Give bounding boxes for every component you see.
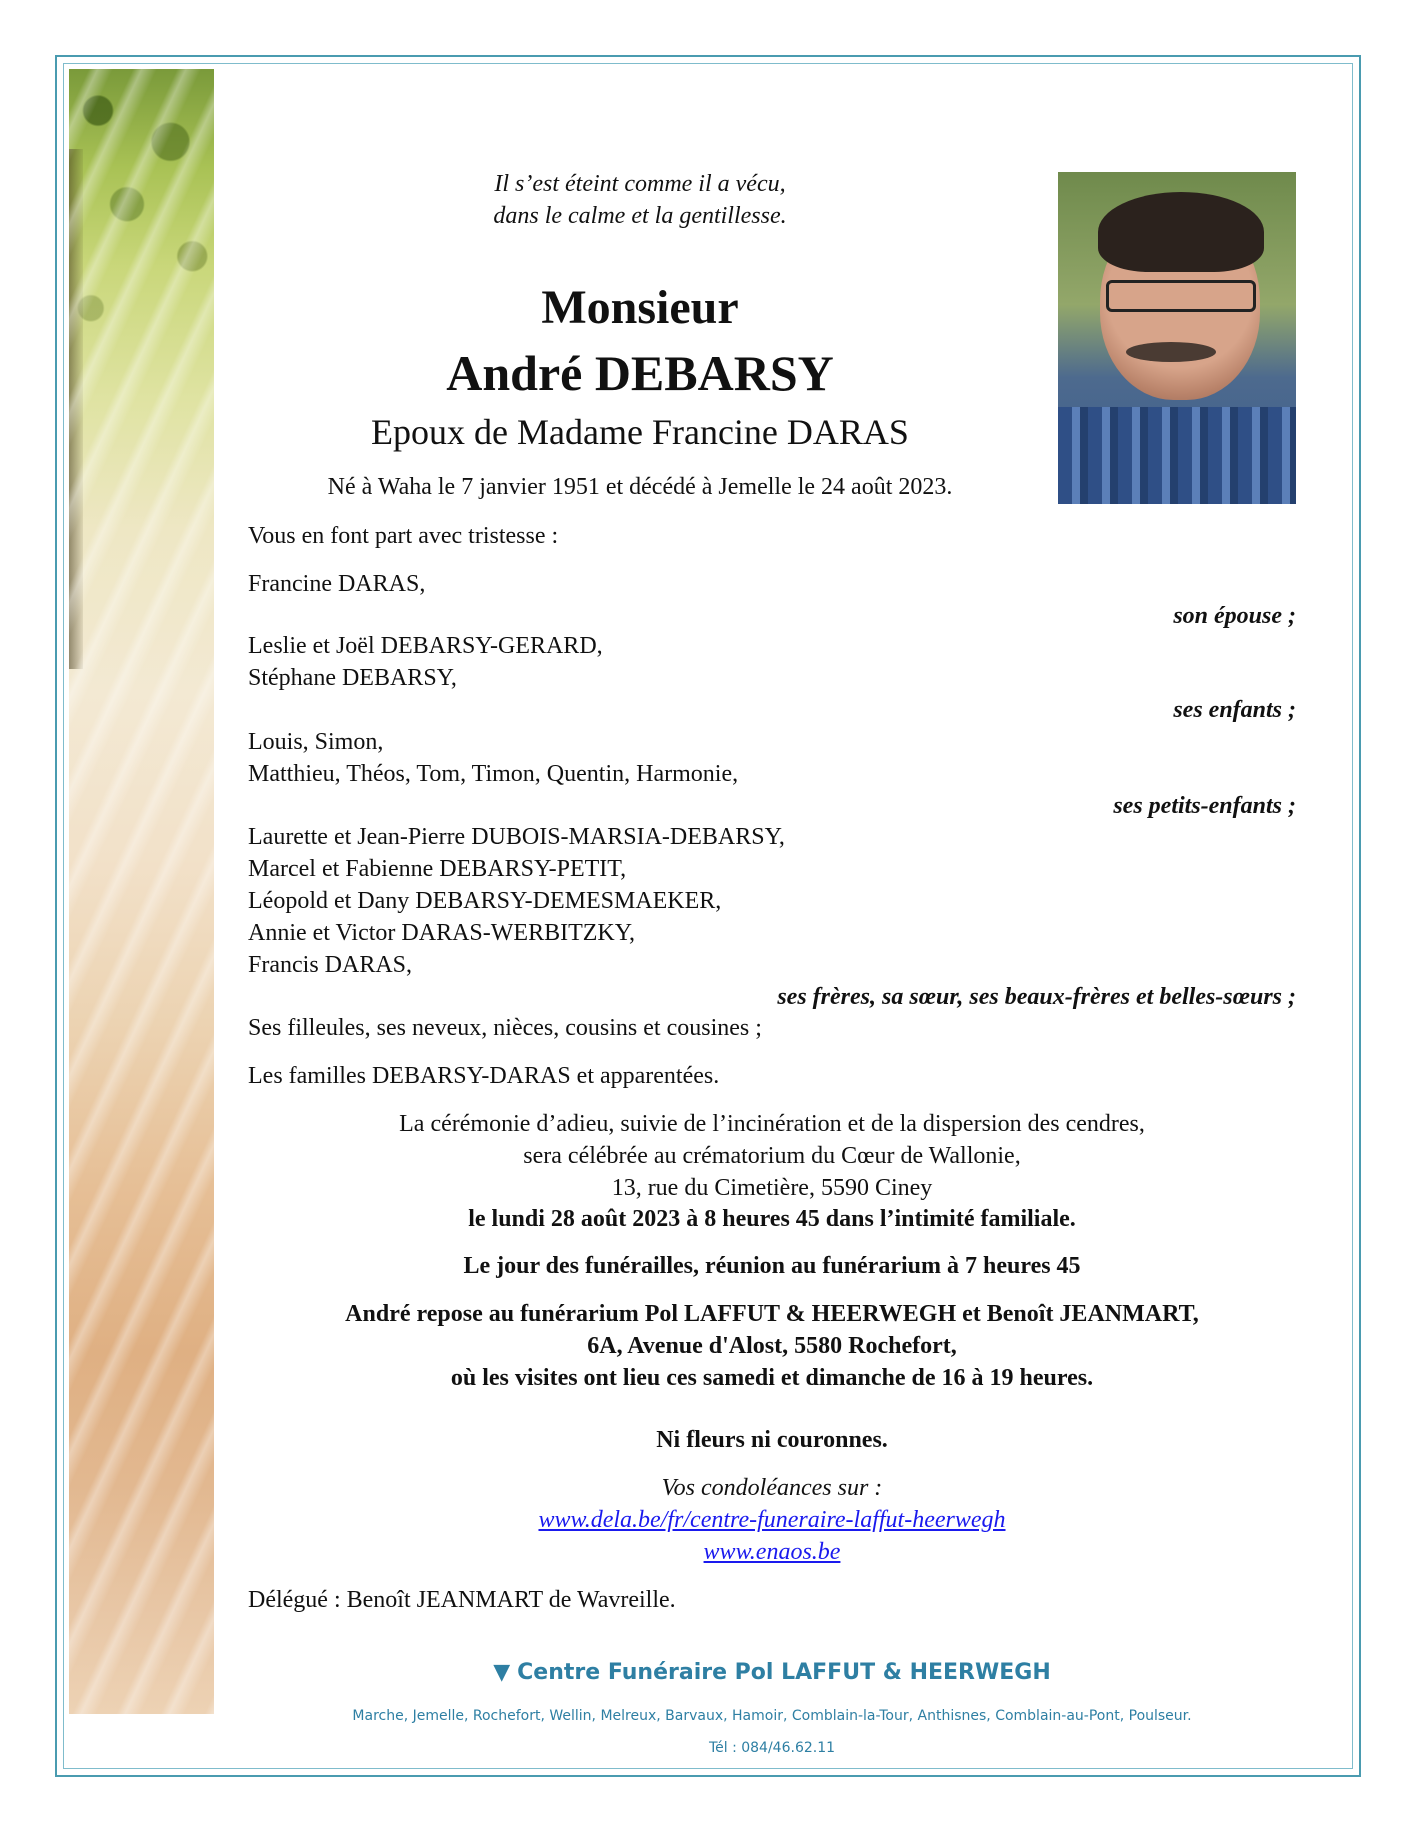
portrait-hair [1098,192,1264,272]
portrait-glasses [1106,280,1256,312]
footer-locations: Marche, Jemelle, Rochefort, Wellin, Melreux, Barvaux, Hamoir, Comblain-la-Tour, Anthisnes, Comblain-au-Pont, Poulseur. [352,1708,1192,1724]
condolences-link-container [248,1536,1296,1568]
footer-company-name: Centre Funéraire Pol LAFFUT & HEERWEGH [517,1660,1051,1685]
deceased-name: André DEBARSY [446,345,834,401]
repose-line: où les visites ont lieu ces samedi et dimanche de 16 à 19 heures. [450,1365,1094,1391]
family-name-line: Stéphane DEBARSY, [248,665,457,691]
family-name-line: Léopold et Dany DEBARSY-DEMESMAEKER, [248,888,722,914]
portrait-shirt [1058,407,1296,504]
ceremony-line: La cérémonie d’adieu, suivie de l’incinération et de la dispersion des cendres, [399,1111,1145,1137]
sun-rays [69,69,214,1714]
repose-line: 6A, Avenue d'Alost, 5580 Rochefort, [587,1333,957,1359]
portrait-mustache [1126,342,1216,362]
footer-company-line [248,1658,1296,1688]
meeting-line: Le jour des funérailles, réunion au funérarium à 7 heures 45 [463,1253,1081,1279]
no-flowers-line: Ni fleurs ni couronnes. [656,1427,888,1453]
relation-children: ses enfants ; [1173,697,1296,723]
relation-spouse: son épouse ; [1173,603,1296,629]
ceremony-line: 13, rue du Cimetière, 5590 Ciney [611,1175,933,1201]
spouse-line: Epoux de Madame Francine DARAS [371,412,909,452]
condolences-link-enaos[interactable]: www.enaos.be [703,1539,841,1565]
family-name-line: Annie et Victor DARAS-WERBITZKY, [248,920,635,946]
condolences-link-dela[interactable]: www.dela.be/fr/centre-funeraire-laffut-heerwegh [538,1507,1006,1533]
announce-line: Vous en font part avec tristesse : [248,523,559,549]
triangle-down-icon: ▼ [493,1660,511,1685]
condolences-link-container [248,1504,1296,1536]
other-relatives-line: Les familles DEBARSY-DARAS et apparentées. [248,1063,720,1089]
repose-line: André repose au funérarium Pol LAFFUT & HEERWEGH et Benoît JEANMART, [345,1301,1199,1327]
ceremony-line: sera célébrée au crématorium du Cœur de Wallonie, [523,1143,1021,1169]
family-name-line: Marcel et Fabienne DEBARSY-PETIT, [248,856,627,882]
intro-line-1: Il s’est éteint comme il a vécu, [494,171,786,197]
family-name-line: Laurette et Jean-Pierre DUBOIS-MARSIA-DEBARSY, [248,824,785,850]
family-name-line: Matthieu, Théos, Tom, Timon, Quentin, Harmonie, [248,761,739,787]
footer-phone: Tél : 084/46.62.11 [708,1740,836,1756]
intro-line-2: dans le calme et la gentillesse. [493,203,787,229]
forest-path-side-image [69,69,214,1714]
other-relatives-line: Ses filleules, ses neveux, nièces, cousins et cousines ; [248,1015,762,1041]
family-name-line: Francine DARAS, [248,571,426,597]
family-name-line: Leslie et Joël DEBARSY-GERARD, [248,633,603,659]
relation-siblings: ses frères, sa sœur, ses beaux-frères et belles-sœurs ; [777,984,1296,1010]
delegate-line: Délégué : Benoît JEANMART de Wavreille. [248,1587,676,1613]
family-name-line: Louis, Simon, [248,729,384,755]
ceremony-date: le lundi 28 août 2023 à 8 heures 45 dans l’intimité familiale. [468,1206,1076,1232]
portrait-photo [1058,172,1296,504]
condolences-label: Vos condoléances sur : [661,1475,883,1501]
relation-grandchildren: ses petits-enfants ; [1113,793,1296,819]
birth-death-line: Né à Waha le 7 janvier 1951 et décédé à Jemelle le 24 août 2023. [327,474,953,500]
honorific: Monsieur [541,281,739,334]
family-name-line: Francis DARAS, [248,952,413,978]
